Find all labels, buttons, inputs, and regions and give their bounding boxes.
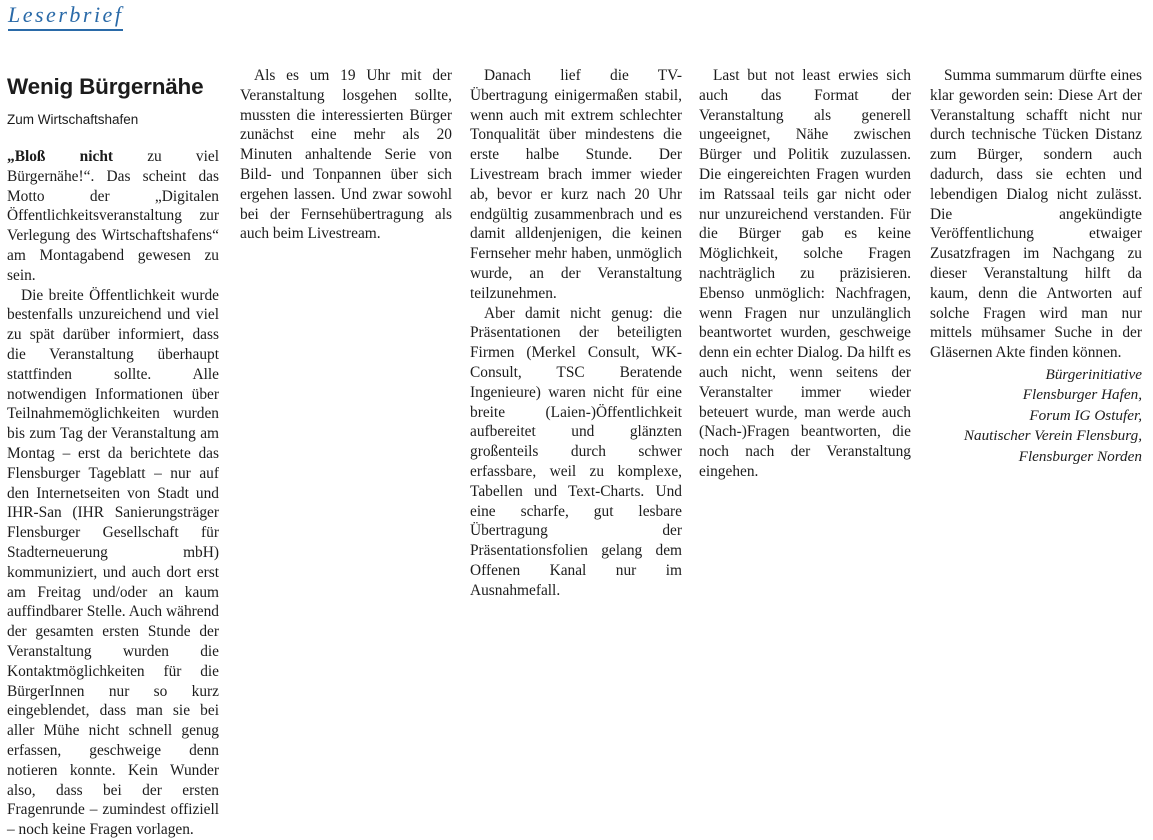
signature-line: Flensburger Norden <box>1018 447 1142 465</box>
column-3 <box>470 66 682 601</box>
signature-line: Bürgerinitiative <box>1045 365 1142 383</box>
signature-line: Nautischer Verein Flensburg, <box>963 427 1142 445</box>
column-1 <box>7 66 219 840</box>
column-5 <box>930 66 1142 467</box>
paragraph-3: Als es um 19 Uhr mit der Veranstaltung losgehen sollte, mussten die interessierten Bürger zunächst eine mehr als 20 Minuten anhaltende Serie von Bild- und Tonpannen über sich ergehen lassen. Und zwar sowohl bei der Fernsehübertragung als auch beim Livestream. <box>240 67 452 243</box>
rubric-label: Leserbrief <box>8 1 123 31</box>
article-headline: Wenig Bürgernähe <box>7 74 204 99</box>
column-2 <box>240 66 452 244</box>
column-4 <box>699 66 911 482</box>
signature-line: Flensburger Hafen, <box>1022 386 1142 404</box>
paragraph-1-text: zu viel Bürgernähe!“. Das scheint das Motto der „Digitalen Öffentlichkeitsveranstaltung zur Verlegung des Wirtschaftshafens“ am Montagabend gewesen zu sein. <box>7 148 219 284</box>
paragraph-5: Aber damit nicht genug: die Präsentationen der beteiligten Firmen (Merkel Consult, WK-Consult, TSC Beratende Ingenieure) waren nicht für eine breite (Laien-)Öffentlichkeit aufbereitet und glänzten großenteils durch schwer erfassbare, weil zu komplexe, Tabellen und Text-Charts. Und eine scharfe, gut lesbare Übertragung der Präsentationsfolien gelang dem Offenen Kanal nur im Ausnahmefall. <box>470 304 682 599</box>
lead-in: „Bloß nicht <box>7 148 114 165</box>
paragraph-2: Die breite Öffentlichkeit wurde bestenfalls unzureichend und viel zu spät darüber informiert, dass die Veranstaltung überhaupt stattfinden sollte. Alle notwendigen Informationen über Teilnahmemöglichkeiten wurden bis zum Tag der Veranstaltung am Montag – erst da berichtete das Flensburger Tageblatt – nur auf den Internetseiten von Stadt und IHR-San (IHR Sanierungsträger Flensburger Gesellschaft für Stadterneuerung mbH) kommuniziert, und auch dort erst am Freitag und/oder an kaum auffindbarer Stelle. Auch während der gesamten ersten Stunde der Veranstaltung wurden die Kontaktmöglichkeiten für die BürgerInnen nur so kurz eingeblendet, dass man sie bei aller Mühe nicht schnell genug erfassen, geschweige denn notieren konnte. Kein Wunder also, dass bei der ersten Fragenrunde – zumindest offiziell – noch keine Fragen vorlagen. <box>7 286 219 839</box>
signature <box>930 365 1142 468</box>
paragraph-6: Last but not least erwies sich auch das Format der Veranstaltung als generell ungeeignet, Nähe zwischen Bürger und Politik zuzulassen. Die eingereichten Fragen wurden im Ratssaal teils gar nicht oder nur unzureichend verstanden. Für die Bürger gab es keine Möglichkeit, solche Fragen nachträglich zu präzisieren. Ebenso unmöglich: Nachfragen, wenn Fragen nur unzulänglich beantwortet wurden, geschweige denn ein echter Dialog. Da hilft es auch nicht, wenn seitens der Veranstalter immer wieder beteuert wurde, man werde auch (Nach-)Fragen beantworten, die noch nach der Veranstaltung eingehen. <box>699 67 911 480</box>
paragraph-1 <box>7 147 219 286</box>
paragraph-4: Danach lief die TV-Übertragung einigermaßen stabil, wenn auch mit extrem schlechter Tonqualität über mindestens die erste halbe Stunde. Der Livestream brach immer wieder ab, bevor er kurz nach 20 Uhr endgültig zusammenbrach und es damit alldenjenigen, die keinen Fernseher mehr haben, unmöglich wurde, an der Veranstaltung teilzunehmen. <box>470 67 682 302</box>
signature-line: Forum IG Ostufer, <box>1029 406 1142 424</box>
article-subheadline: Zum Wirtschaftshafen <box>7 112 139 127</box>
paragraph-7: Summa summarum dürfte eines klar geworden sein: Diese Art der Veranstaltung schafft nicht nur durch technische Tücken Distanz zum Bürger, sondern auch dadurch, dass sie echten und lebendigen Dialog nicht zulässt. Die angekündigte Veröffentlichung etwaiger Zusatzfragen im Nachgang zu dieser Veranstaltung hilft da kaum, denn die Antworten auf solche Fragen wird man nur mittels mühsamer Suche in der Gläsernen Akte finden können. <box>930 67 1142 362</box>
